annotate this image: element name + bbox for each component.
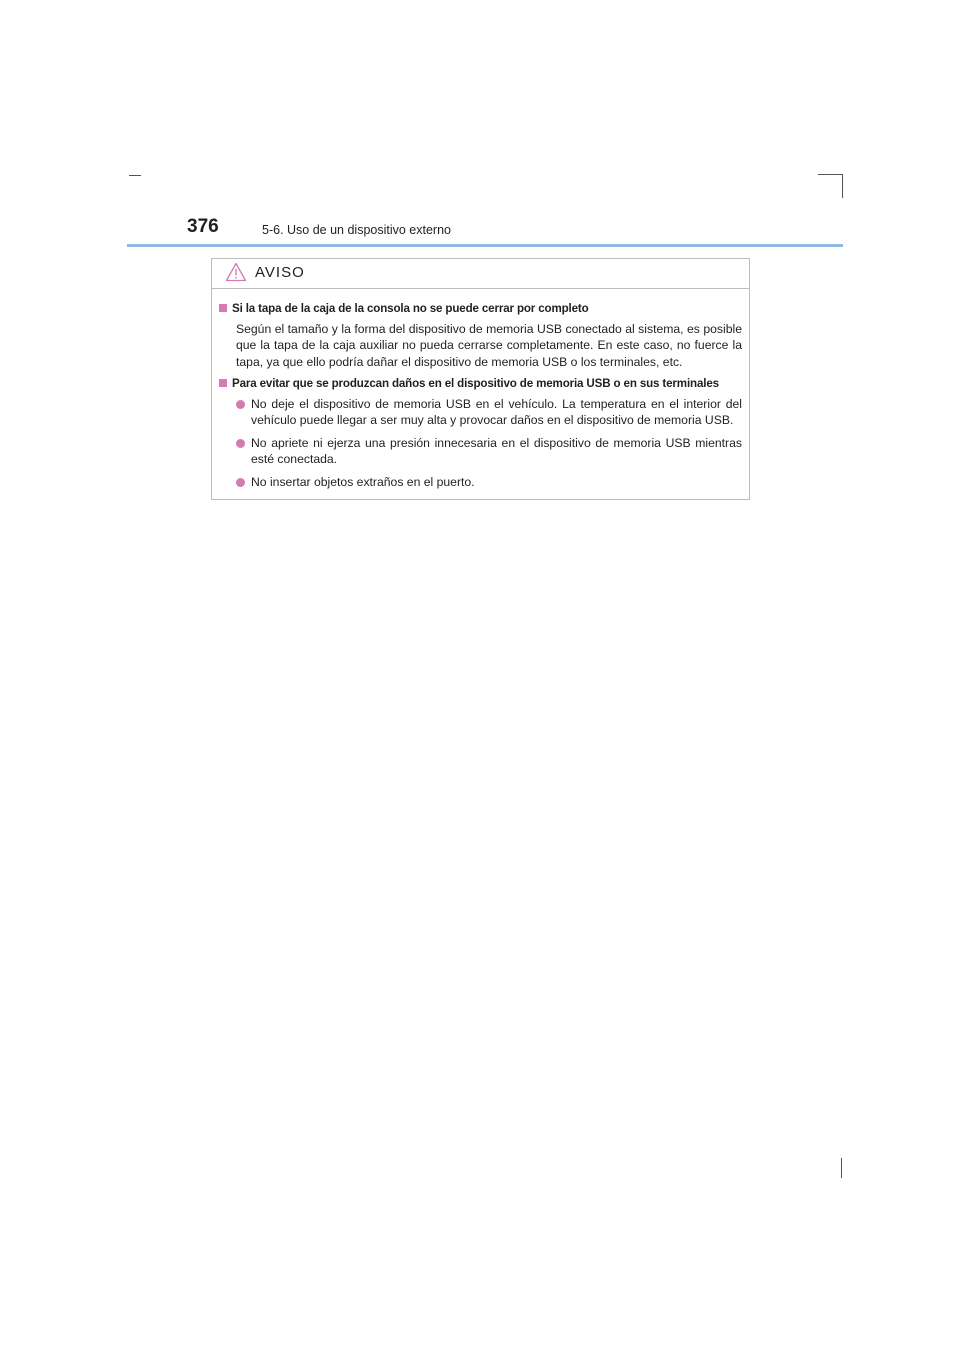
crop-mark xyxy=(842,174,843,198)
notice-body xyxy=(212,289,749,490)
list-item xyxy=(236,435,742,468)
crop-mark xyxy=(129,175,141,176)
warning-notice-box xyxy=(211,258,750,500)
crop-mark xyxy=(841,1158,842,1178)
circle-bullet-icon xyxy=(236,478,245,487)
notice-title: AVISO xyxy=(255,264,305,281)
section-title: 5-6. Uso de un dispositivo externo xyxy=(262,223,451,237)
warning-triangle-icon xyxy=(225,262,247,282)
item-heading xyxy=(219,301,742,318)
square-bullet-icon xyxy=(219,304,227,312)
item-heading-text: Para evitar que se produzcan daños en el dispositivo de memoria USB o en sus terminales xyxy=(232,377,719,390)
crop-mark xyxy=(818,174,843,175)
header-rule xyxy=(127,244,843,247)
item-paragraph: Según el tamaño y la forma del dispositivo de memoria USB conectado al sistema, es posible que la tapa de la caja auxiliar no pueda cerrarse completamente. En este caso, no fuerce la tapa, ya que ello podría dañar el dispositivo de memoria USB o los terminales, etc. xyxy=(236,321,742,369)
list-item-text: No apriete ni ejerza una presión innecesaria en el dispositivo de memoria USB mientras esté conectada. xyxy=(251,435,742,466)
list-item xyxy=(236,474,742,491)
item-heading-text: Si la tapa de la caja de la consola no se puede cerrar por completo xyxy=(232,302,589,315)
page-number: 376 xyxy=(187,216,219,237)
circle-bullet-icon xyxy=(236,400,245,409)
list-item-text: No deje el dispositivo de memoria USB en el vehículo. La temperatura en el interior del vehículo puede llegar a ser muy alta y provocar daños en el dispositivo de memoria USB. xyxy=(251,396,742,427)
square-bullet-icon xyxy=(219,379,227,387)
item-heading xyxy=(219,376,742,393)
list-item xyxy=(236,396,742,429)
circle-bullet-icon xyxy=(236,439,245,448)
list-item-text: No insertar objetos extraños en el puerto. xyxy=(251,474,475,489)
notice-header xyxy=(212,259,749,289)
